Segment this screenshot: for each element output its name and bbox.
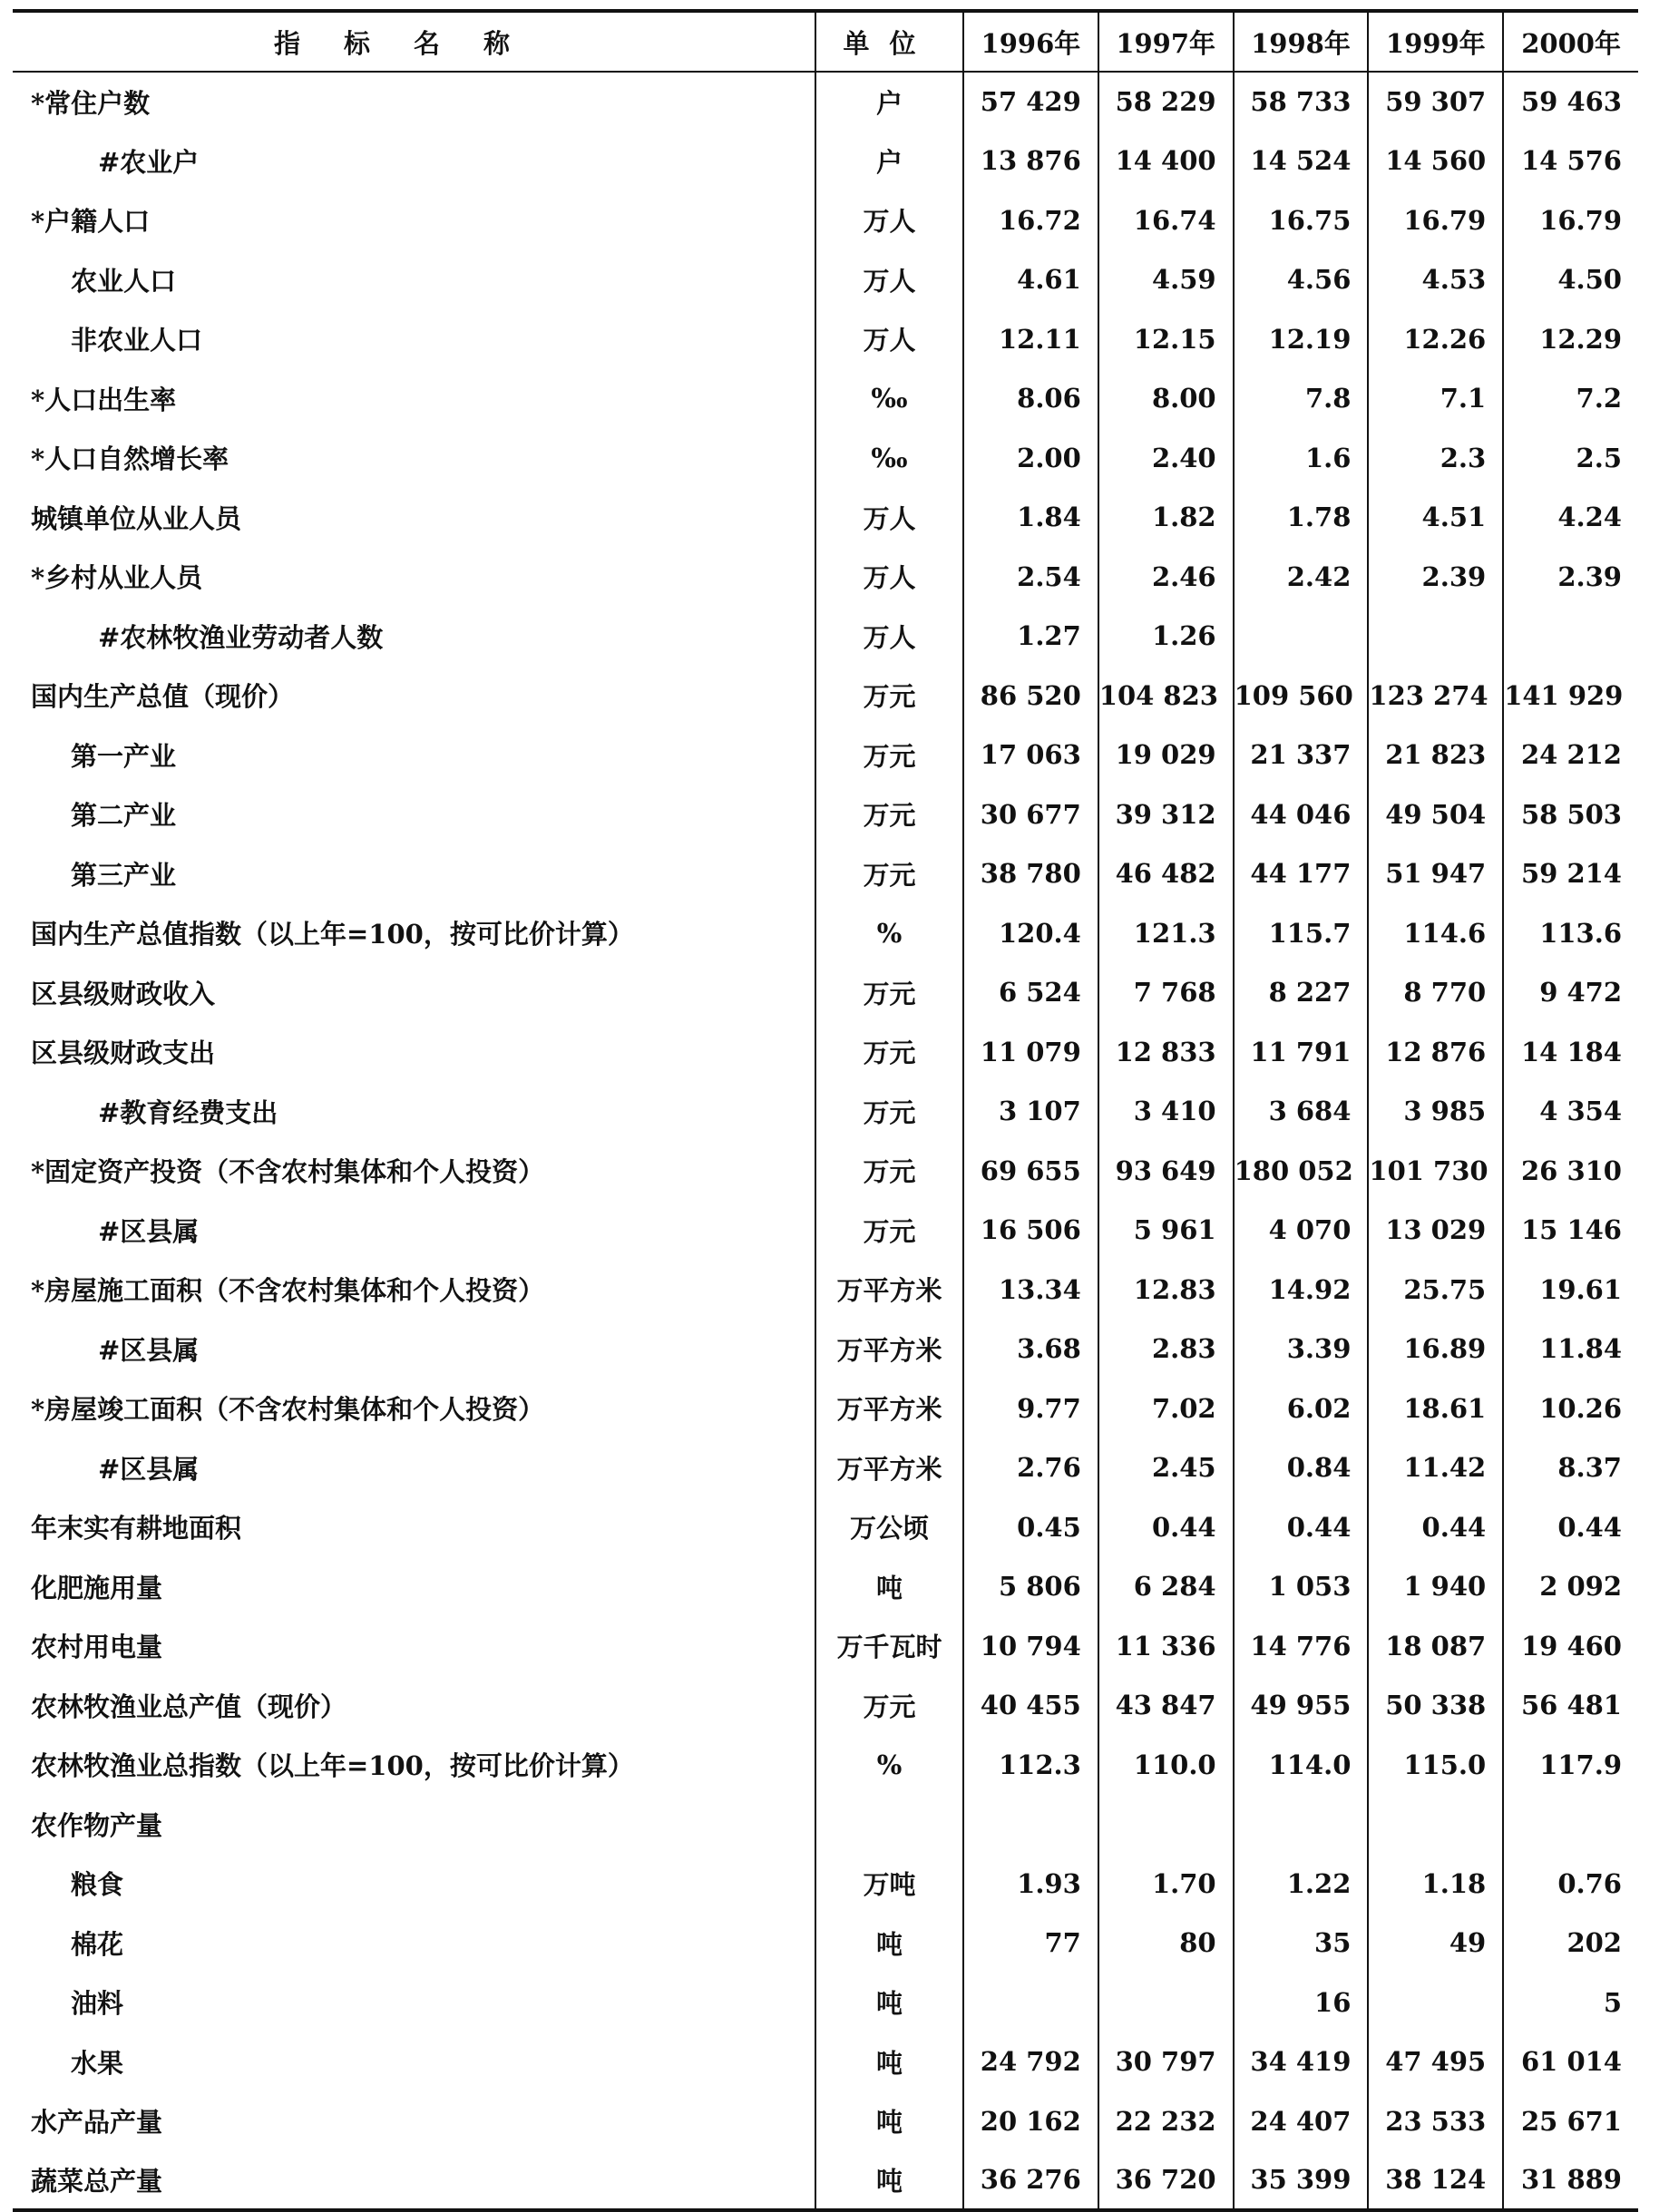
unit-cell: 万元	[815, 1082, 963, 1142]
value-cell: 30 797	[1098, 2032, 1234, 2092]
value-cell: 80	[1098, 1914, 1234, 1973]
header-year-1998: 1998年	[1234, 11, 1369, 72]
value-cell: 12.15	[1098, 309, 1234, 369]
indicator-name-cell: 化肥施用量	[31, 1572, 163, 1603]
table-row	[13, 1022, 1638, 1082]
value-cell: 14 400	[1098, 132, 1234, 191]
value-cell: 114.6	[1368, 903, 1503, 963]
value-cell: 25.75	[1368, 1260, 1503, 1320]
unit-cell: 万平方米	[815, 1438, 963, 1498]
table-row	[13, 963, 1638, 1023]
value-cell: 44 177	[1234, 844, 1369, 904]
value-cell: 2.42	[1234, 547, 1369, 607]
value-cell: 93 649	[1098, 1141, 1234, 1201]
value-cell: 17 063	[963, 726, 1098, 785]
value-cell: 59 463	[1503, 72, 1638, 132]
value-cell	[1368, 607, 1503, 667]
value-cell: 43 847	[1098, 1676, 1234, 1736]
unit-cell: 万元	[815, 1201, 963, 1261]
unit-cell: 万元	[815, 784, 963, 844]
value-cell: 6 524	[963, 963, 1098, 1023]
table-row	[13, 1914, 1638, 1973]
table-row	[13, 369, 1638, 429]
indicator-name-cell: *常住户数	[31, 87, 151, 119]
value-cell: 2.76	[963, 1438, 1098, 1498]
value-cell: 114.0	[1234, 1735, 1369, 1795]
unit-cell: 万元	[815, 963, 963, 1023]
value-cell: 115.0	[1368, 1735, 1503, 1795]
value-cell: 3 684	[1234, 1082, 1369, 1142]
value-cell: 1.22	[1234, 1854, 1369, 1914]
value-cell: 22 232	[1098, 2091, 1234, 2151]
value-cell: 19.61	[1503, 1260, 1638, 1320]
value-cell: 2 092	[1503, 1557, 1638, 1617]
value-cell: 9 472	[1503, 963, 1638, 1023]
table-row	[13, 2151, 1638, 2211]
value-cell	[1234, 607, 1369, 667]
unit-cell: 万平方米	[815, 1260, 963, 1320]
value-cell: 16.72	[963, 190, 1098, 250]
value-cell: 59 214	[1503, 844, 1638, 904]
value-cell: 7.2	[1503, 369, 1638, 429]
value-cell: 7.8	[1234, 369, 1369, 429]
unit-cell: 万人	[815, 190, 963, 250]
statistics-table	[13, 9, 1638, 2212]
value-cell: 4.50	[1503, 250, 1638, 310]
table-row	[13, 1735, 1638, 1795]
unit-cell: 万元	[815, 726, 963, 785]
indicator-name-cell: 农林牧渔业总产值（现价）	[31, 1691, 347, 1722]
unit-cell: 万平方米	[815, 1379, 963, 1438]
value-cell: 5 961	[1098, 1201, 1234, 1261]
value-cell: 4 070	[1234, 1201, 1369, 1261]
header-year-2000: 2000年	[1503, 11, 1638, 72]
indicator-name-cell: *固定资产投资（不含农村集体和个人投资）	[31, 1156, 545, 1188]
value-cell: 11 791	[1234, 1022, 1369, 1082]
value-cell: 16	[1234, 1973, 1369, 2032]
value-cell: 10 794	[963, 1616, 1098, 1676]
indicator-name-cell: #农业户	[98, 146, 200, 178]
unit-cell: 万元	[815, 666, 963, 726]
value-cell: 59 307	[1368, 72, 1503, 132]
value-cell: 1.82	[1098, 488, 1234, 548]
table-row	[13, 726, 1638, 785]
indicator-name-cell: *房屋竣工面积（不含农村集体和个人投资）	[31, 1394, 545, 1426]
value-cell: 3.68	[963, 1320, 1098, 1379]
value-cell: 18.61	[1368, 1379, 1503, 1438]
unit-cell: 户	[815, 72, 963, 132]
value-cell: 0.44	[1098, 1497, 1234, 1557]
indicator-name-cell: 区县级财政支出	[31, 1038, 216, 1069]
indicator-name-cell: 年末实有耕地面积	[31, 1513, 242, 1545]
value-cell: 69 655	[963, 1141, 1098, 1201]
indicator-name-cell: 农林牧渔业总指数（以上年=100，按可比价计算）	[31, 1750, 634, 1782]
table-row	[13, 1497, 1638, 1557]
indicator-name-cell: *人口自然增长率	[31, 443, 229, 475]
value-cell: 24 212	[1503, 726, 1638, 785]
value-cell: 13 876	[963, 132, 1098, 191]
indicator-name-cell: 蔬菜总产量	[13, 2151, 815, 2211]
value-cell: 34 419	[1234, 2032, 1369, 2092]
value-cell: 101 730	[1368, 1141, 1503, 1201]
table-row	[13, 190, 1638, 250]
value-cell: 2.3	[1368, 428, 1503, 488]
value-cell	[1368, 1973, 1503, 2032]
table-row	[13, 844, 1638, 904]
value-cell: 16.79	[1368, 190, 1503, 250]
value-cell	[963, 1795, 1098, 1855]
value-cell	[1098, 1795, 1234, 1855]
unit-cell: 户	[815, 132, 963, 191]
value-cell: 11.42	[1368, 1438, 1503, 1498]
value-cell: 12 876	[1368, 1022, 1503, 1082]
value-cell: 123 274	[1368, 666, 1503, 726]
value-cell: 7.02	[1098, 1379, 1234, 1438]
value-cell: 141 929	[1503, 666, 1638, 726]
value-cell: 35	[1234, 1914, 1369, 1973]
table-row	[13, 1438, 1638, 1498]
value-cell: 8 227	[1234, 963, 1369, 1023]
table-row	[13, 1676, 1638, 1736]
indicator-name-cell: 水产品产量	[31, 2107, 163, 2139]
value-cell	[1503, 607, 1638, 667]
table-row	[13, 1201, 1638, 1261]
table-row	[13, 72, 1638, 132]
indicator-name-cell: *房屋施工面积（不含农村集体和个人投资）	[31, 1275, 545, 1307]
unit-cell: 万元	[815, 844, 963, 904]
table-row	[13, 1616, 1638, 1676]
indicator-name-cell: 棉花	[71, 1928, 124, 1960]
value-cell: 1.6	[1234, 428, 1369, 488]
value-cell: 2.39	[1503, 547, 1638, 607]
value-cell: 180 052	[1234, 1141, 1369, 1201]
value-cell: 2.40	[1098, 428, 1234, 488]
value-cell: 9.77	[963, 1379, 1098, 1438]
indicator-name-cell: 油料	[71, 1988, 124, 2020]
value-cell: 36 720	[1098, 2151, 1234, 2211]
table-row	[13, 1854, 1638, 1914]
unit-cell: 万公顷	[815, 1497, 963, 1557]
value-cell: 202	[1503, 1914, 1638, 1973]
table-row	[13, 488, 1638, 548]
value-cell: 8.00	[1098, 369, 1234, 429]
value-cell: 50 338	[1368, 1676, 1503, 1736]
value-cell: 30 677	[963, 784, 1098, 844]
value-cell: 61 014	[1503, 2032, 1638, 2092]
unit-cell: ‰	[815, 428, 963, 488]
indicator-name-cell: 农村用电量	[31, 1632, 163, 1663]
value-cell: 0.45	[963, 1497, 1098, 1557]
value-cell: 120.4	[963, 903, 1098, 963]
table-row	[13, 1320, 1638, 1379]
value-cell: 16.74	[1098, 190, 1234, 250]
unit-cell: 万人	[815, 547, 963, 607]
value-cell	[1503, 1795, 1638, 1855]
value-cell: 3.39	[1234, 1320, 1369, 1379]
unit-cell: 万平方米	[815, 1320, 963, 1379]
unit-cell: %	[815, 903, 963, 963]
indicator-name-cell: 农业人口	[71, 265, 177, 297]
value-cell: 4.53	[1368, 250, 1503, 310]
value-cell: 1.84	[963, 488, 1098, 548]
indicator-name-cell: *户籍人口	[31, 206, 151, 238]
statistics-table-sheet	[13, 9, 1638, 2212]
value-cell: 12.29	[1503, 309, 1638, 369]
indicator-name-cell: 非农业人口	[71, 325, 203, 356]
value-cell: 12 833	[1098, 1022, 1234, 1082]
indicator-name-cell: #农林牧渔业劳动者人数	[98, 621, 384, 653]
table-row	[13, 547, 1638, 607]
value-cell: 4.56	[1234, 250, 1369, 310]
value-cell: 23 533	[1368, 2091, 1503, 2151]
table-row	[13, 428, 1638, 488]
value-cell: 8.06	[963, 369, 1098, 429]
unit-cell: ‰	[815, 369, 963, 429]
value-cell: 121.3	[1098, 903, 1234, 963]
value-cell: 110.0	[1098, 1735, 1234, 1795]
value-cell: 12.26	[1368, 309, 1503, 369]
value-cell: 2.83	[1098, 1320, 1234, 1379]
value-cell: 58 229	[1098, 72, 1234, 132]
table-row	[13, 132, 1638, 191]
value-cell: 14 776	[1234, 1616, 1369, 1676]
table-row	[13, 1379, 1638, 1438]
indicator-name-cell: 区县级财政收入	[31, 978, 216, 1009]
value-cell: 15 146	[1503, 1201, 1638, 1261]
table-row	[13, 903, 1638, 963]
header-indicator-name: 指标名称	[13, 11, 815, 72]
value-cell: 49 504	[1368, 784, 1503, 844]
value-cell: 58 503	[1503, 784, 1638, 844]
table-row	[13, 1082, 1638, 1142]
indicator-name-cell: *人口出生率	[31, 384, 177, 415]
unit-cell: 万元	[815, 1676, 963, 1736]
table-row	[13, 1557, 1638, 1617]
value-cell: 3 107	[963, 1082, 1098, 1142]
unit-cell: 万人	[815, 488, 963, 548]
value-cell: 46 482	[1098, 844, 1234, 904]
value-cell: 2.39	[1368, 547, 1503, 607]
unit-cell: 吨	[815, 2032, 963, 2092]
value-cell: 11 336	[1098, 1616, 1234, 1676]
value-cell: 20 162	[963, 2091, 1098, 2151]
value-cell: 1.27	[963, 607, 1098, 667]
value-cell: 0.76	[1503, 1854, 1638, 1914]
header-year-1997: 1997年	[1098, 11, 1234, 72]
value-cell: 21 823	[1368, 726, 1503, 785]
unit-cell: 万元	[815, 1141, 963, 1201]
value-cell: 4.61	[963, 250, 1098, 310]
value-cell: 12.19	[1234, 309, 1369, 369]
value-cell: 1 053	[1234, 1557, 1369, 1617]
value-cell: 49	[1368, 1914, 1503, 1973]
indicator-name-cell: 水果	[71, 2047, 124, 2079]
indicator-name-cell: 第三产业	[71, 859, 177, 891]
indicator-name-cell: 城镇单位从业人员	[31, 502, 242, 534]
value-cell: 1.18	[1368, 1854, 1503, 1914]
value-cell: 16.75	[1234, 190, 1369, 250]
indicator-name-cell: #区县属	[98, 1334, 200, 1366]
value-cell: 35 399	[1234, 2151, 1369, 2211]
header-unit: 单位	[815, 11, 963, 72]
value-cell: 1 940	[1368, 1557, 1503, 1617]
value-cell	[1098, 1973, 1234, 2032]
value-cell: 0.44	[1503, 1497, 1638, 1557]
value-cell: 4.24	[1503, 488, 1638, 548]
value-cell: 14 524	[1234, 132, 1369, 191]
value-cell: 2.45	[1098, 1438, 1234, 1498]
value-cell: 6.02	[1234, 1379, 1369, 1438]
value-cell: 2.00	[963, 428, 1098, 488]
value-cell: 113.6	[1503, 903, 1638, 963]
value-cell: 104 823	[1098, 666, 1234, 726]
value-cell: 7.1	[1368, 369, 1503, 429]
unit-cell: 吨	[815, 2151, 963, 2211]
indicator-name-cell: 第一产业	[71, 740, 177, 772]
table-row	[13, 309, 1638, 369]
table-header-row	[13, 11, 1638, 72]
value-cell: 56 481	[1503, 1676, 1638, 1736]
indicator-name-cell: *乡村从业人员	[31, 562, 203, 594]
value-cell: 5	[1503, 1973, 1638, 2032]
value-cell: 1.70	[1098, 1854, 1234, 1914]
indicator-name-cell: 国内生产总值指数（以上年=100，按可比价计算）	[31, 919, 634, 950]
value-cell: 51 947	[1368, 844, 1503, 904]
value-cell: 39 312	[1098, 784, 1234, 844]
indicator-name-cell: 第二产业	[71, 800, 177, 832]
indicator-name-cell: 农作物产量	[31, 1809, 163, 1841]
table-row	[13, 250, 1638, 310]
value-cell: 4.59	[1098, 250, 1234, 310]
indicator-name-cell: #教育经费支出	[98, 1096, 278, 1128]
value-cell: 14 184	[1503, 1022, 1638, 1082]
value-cell: 16 506	[963, 1201, 1098, 1261]
value-cell: 10.26	[1503, 1379, 1638, 1438]
value-cell: 112.3	[963, 1735, 1098, 1795]
unit-cell: 吨	[815, 2091, 963, 2151]
value-cell: 49 955	[1234, 1676, 1369, 1736]
value-cell: 36 276	[963, 2151, 1098, 2211]
value-cell	[963, 1973, 1098, 2032]
indicator-name-cell: #区县属	[98, 1453, 200, 1485]
value-cell	[1234, 1795, 1369, 1855]
value-cell: 8.37	[1503, 1438, 1638, 1498]
indicator-name-cell: 国内生产总值（现价）	[31, 681, 295, 713]
value-cell: 1.26	[1098, 607, 1234, 667]
table-row	[13, 2091, 1638, 2151]
value-cell: 11.84	[1503, 1320, 1638, 1379]
value-cell: 57 429	[963, 72, 1098, 132]
value-cell: 11 079	[963, 1022, 1098, 1082]
table-body	[13, 72, 1638, 2210]
table-row	[13, 2032, 1638, 2092]
table-row	[13, 1973, 1638, 2032]
value-cell: 2.54	[963, 547, 1098, 607]
value-cell	[1368, 1795, 1503, 1855]
table-row	[13, 607, 1638, 667]
value-cell: 1.93	[963, 1854, 1098, 1914]
unit-cell: 吨	[815, 1557, 963, 1617]
value-cell: 3 410	[1098, 1082, 1234, 1142]
value-cell: 77	[963, 1914, 1098, 1973]
value-cell: 0.84	[1234, 1438, 1369, 1498]
value-cell: 38 124	[1368, 2151, 1503, 2211]
unit-cell: 万吨	[815, 1854, 963, 1914]
value-cell: 2.46	[1098, 547, 1234, 607]
table-row	[13, 1141, 1638, 1201]
value-cell: 0.44	[1234, 1497, 1369, 1557]
unit-cell: %	[815, 1735, 963, 1795]
value-cell: 47 495	[1368, 2032, 1503, 2092]
table-row	[13, 666, 1638, 726]
value-cell: 40 455	[963, 1676, 1098, 1736]
value-cell: 117.9	[1503, 1735, 1638, 1795]
value-cell: 115.7	[1234, 903, 1369, 963]
table-row	[13, 784, 1638, 844]
value-cell: 1.78	[1234, 488, 1369, 548]
value-cell: 24 792	[963, 2032, 1098, 2092]
value-cell: 14 560	[1368, 132, 1503, 191]
unit-cell: 吨	[815, 1914, 963, 1973]
value-cell: 4 354	[1503, 1082, 1638, 1142]
table-row	[13, 1260, 1638, 1320]
value-cell: 0.44	[1368, 1497, 1503, 1557]
value-cell: 3 985	[1368, 1082, 1503, 1142]
value-cell: 14 576	[1503, 132, 1638, 191]
unit-cell: 万人	[815, 607, 963, 667]
indicator-name-cell: #区县属	[98, 1215, 200, 1247]
value-cell: 18 087	[1368, 1616, 1503, 1676]
header-year-1999: 1999年	[1368, 11, 1503, 72]
value-cell: 24 407	[1234, 2091, 1369, 2151]
value-cell: 16.89	[1368, 1320, 1503, 1379]
table-row	[13, 1795, 1638, 1855]
unit-cell: 万千瓦时	[815, 1616, 963, 1676]
unit-cell	[815, 1795, 963, 1855]
value-cell: 58 733	[1234, 72, 1369, 132]
value-cell: 86 520	[963, 666, 1098, 726]
value-cell: 7 768	[1098, 963, 1234, 1023]
value-cell: 13 029	[1368, 1201, 1503, 1261]
value-cell: 13.34	[963, 1260, 1098, 1320]
value-cell: 6 284	[1098, 1557, 1234, 1617]
value-cell: 19 460	[1503, 1616, 1638, 1676]
value-cell: 5 806	[963, 1557, 1098, 1617]
value-cell: 31 889	[1503, 2151, 1638, 2211]
value-cell: 44 046	[1234, 784, 1369, 844]
value-cell: 16.79	[1503, 190, 1638, 250]
value-cell: 26 310	[1503, 1141, 1638, 1201]
unit-cell: 万元	[815, 1022, 963, 1082]
value-cell: 25 671	[1503, 2091, 1638, 2151]
value-cell: 19 029	[1098, 726, 1234, 785]
value-cell: 8 770	[1368, 963, 1503, 1023]
header-year-1996: 1996年	[963, 11, 1098, 72]
unit-cell: 吨	[815, 1973, 963, 2032]
value-cell: 14.92	[1234, 1260, 1369, 1320]
value-cell: 12.11	[963, 309, 1098, 369]
value-cell: 21 337	[1234, 726, 1369, 785]
value-cell: 109 560	[1234, 666, 1369, 726]
value-cell: 4.51	[1368, 488, 1503, 548]
value-cell: 12.83	[1098, 1260, 1234, 1320]
unit-cell: 万人	[815, 250, 963, 310]
value-cell: 2.5	[1503, 428, 1638, 488]
indicator-name-cell: 粮食	[71, 1869, 124, 1901]
unit-cell: 万人	[815, 309, 963, 369]
value-cell: 38 780	[963, 844, 1098, 904]
